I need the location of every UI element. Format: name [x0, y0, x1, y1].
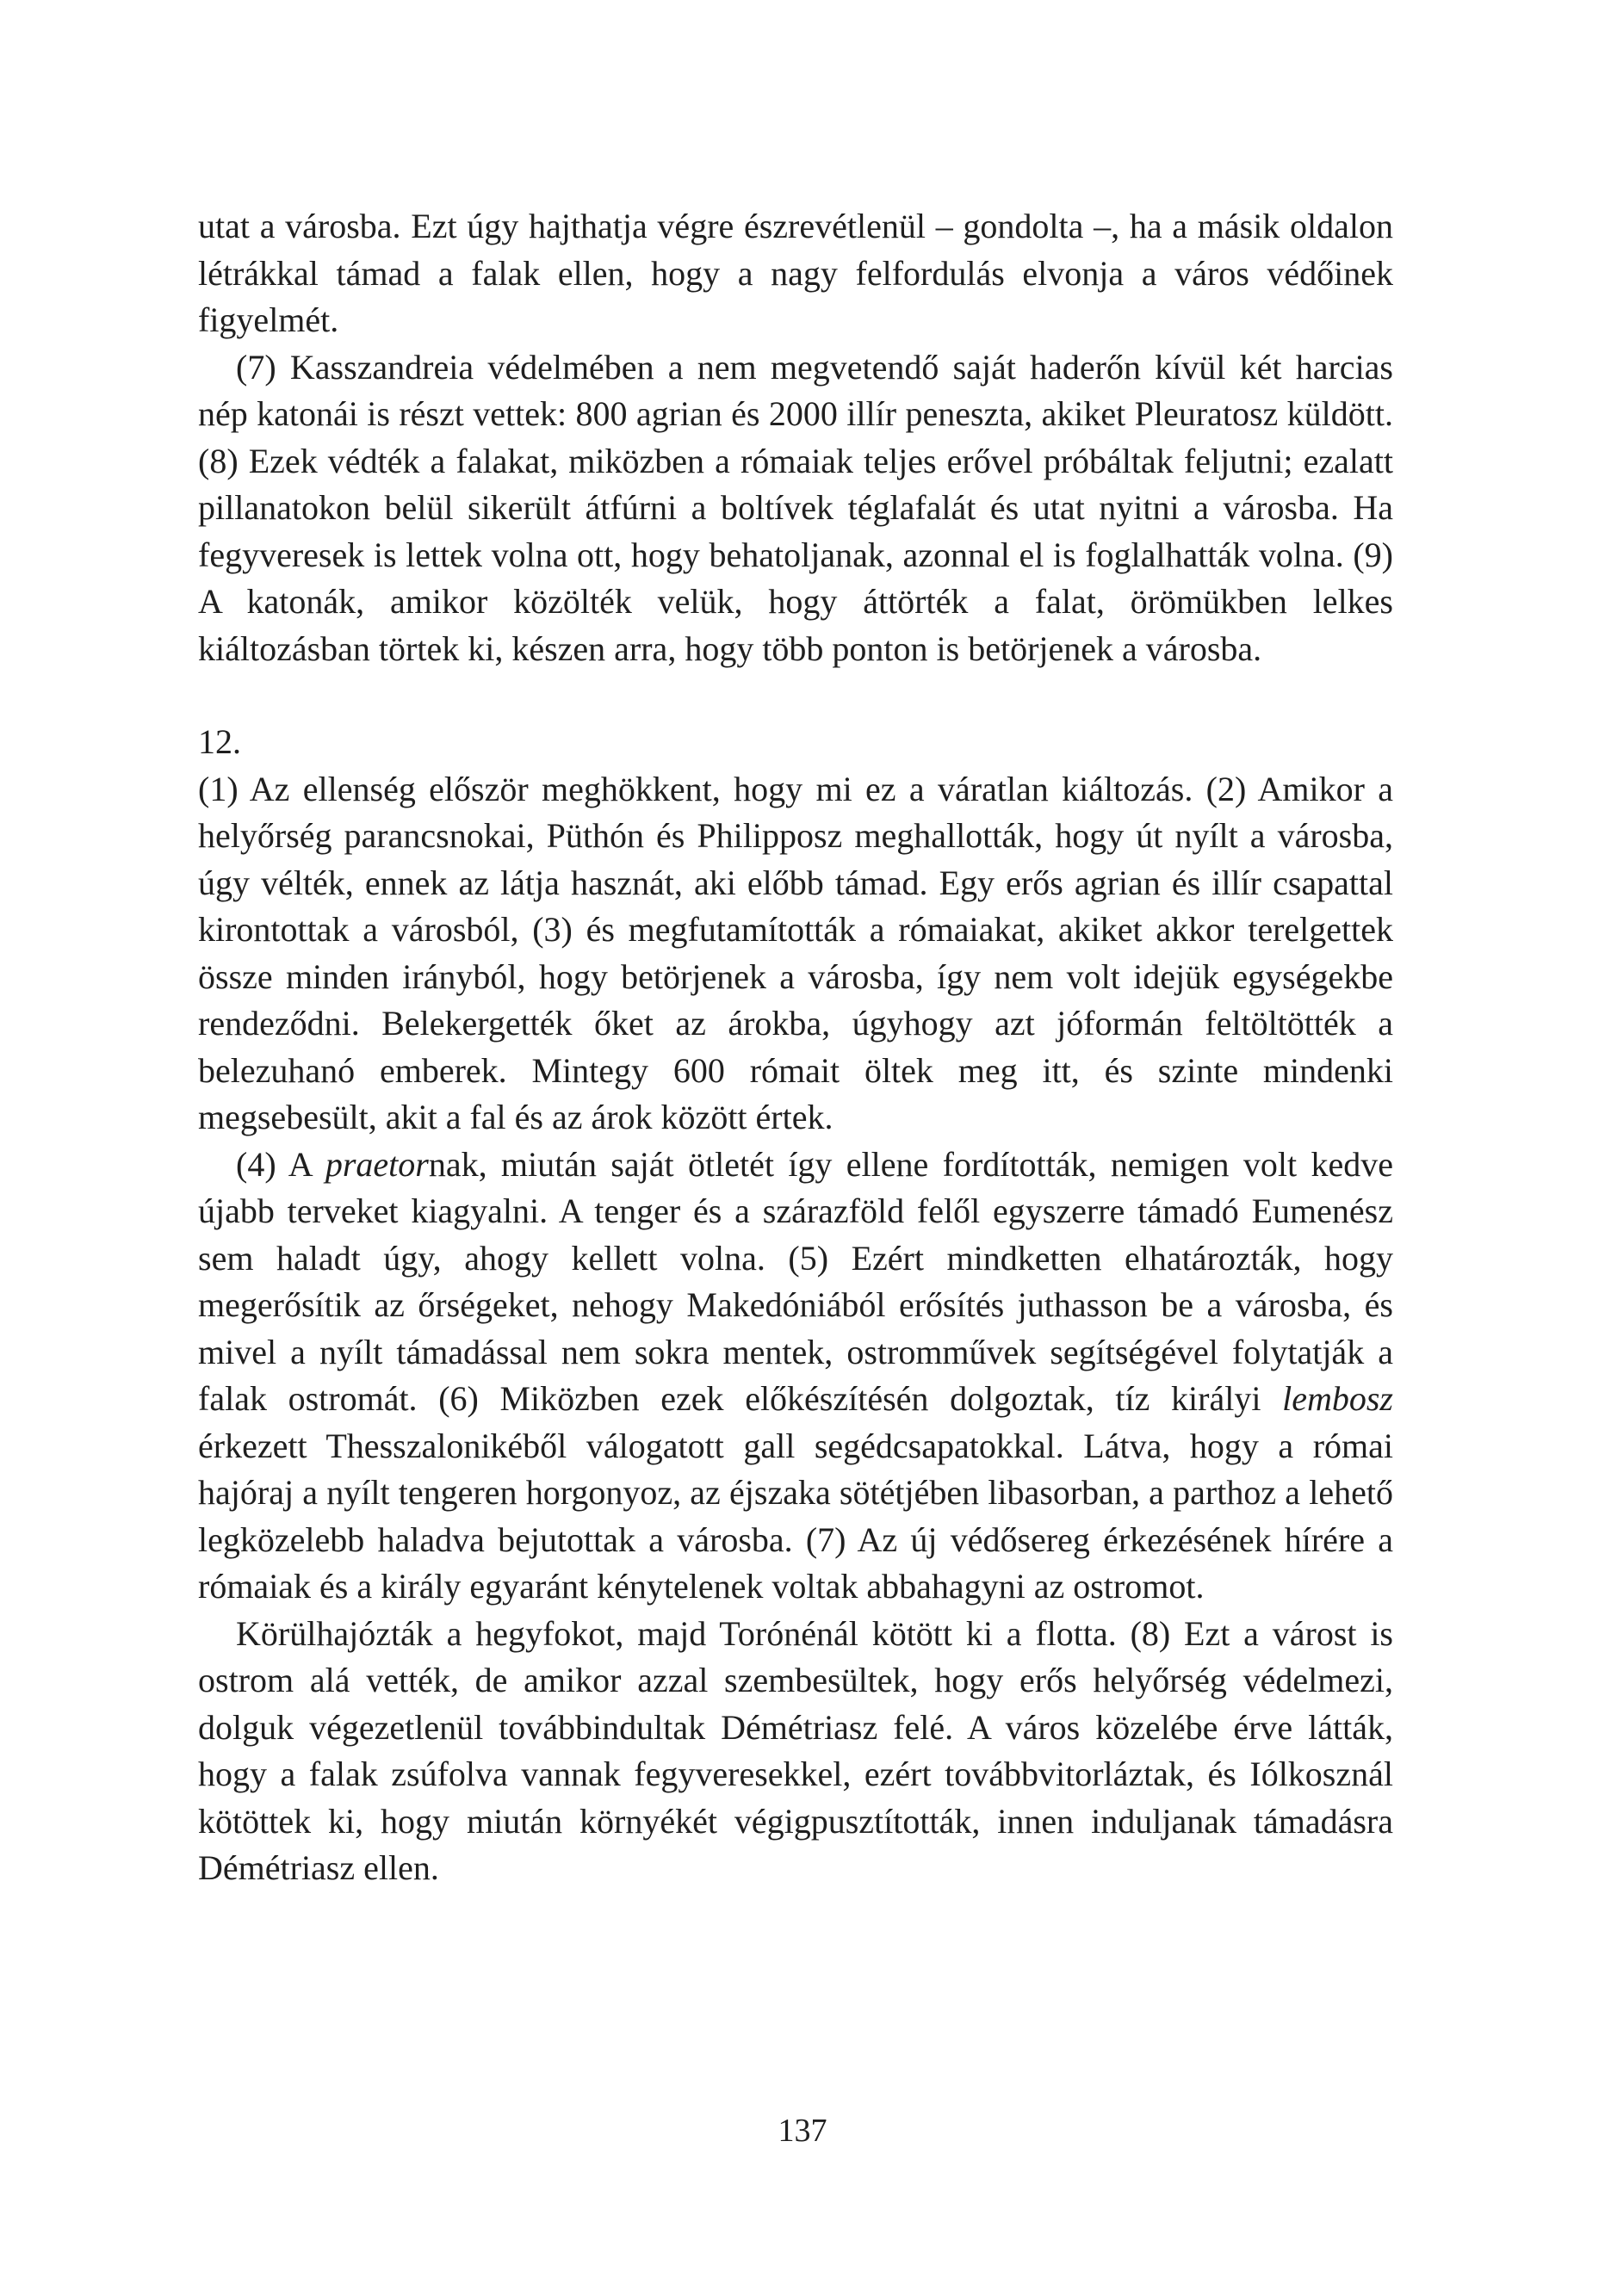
paragraph-4-7-text-b: nak, miután saját ötletét így ellene fordították, nemigen volt kedve újabb terveket kiagyalni. A tenger és a szárazföld felől egyszerre támadó Eumenész sem haladt úgy, ahogy kellett volna. (5) Ezért mindketten elhatározták, hogy megerősítik az őrségeket, nehogy Makedóniából erősítés juthasson be a városba, és mivel a nyílt támadással nem sokra mentek, ostromművek segítségével folytatják a falak ostromát. (6) Miközben ezek előkészítésén dolgoztak, tíz királyi	[198, 1144, 1393, 1418]
italic-term-praetor: praetor	[325, 1144, 429, 1184]
paragraph-7-9: (7) Kasszandreia védelmében a nem megvetendő saját haderőn kívül két harcias nép katonái is részt vettek: 800 agrian és 2000 illír peneszta, akiket Pleuratosz küldött. (8) Ezek védték a falakat, miközben a rómaiak teljes erővel próbáltak feljutni; ezalatt pillanatokon belül sikerült átfúrni a boltívek téglafalát és utat nyitni a városba. Ha fegyveresek is lettek volna ott, hogy behatoljanak, azonnal el is foglalhatták volna. (9) A katonák, amikor közölték velük, hogy áttörték a falat, örömükben lelkes kiáltozásban törtek ki, készen arra, hogy több ponton is betörjenek a városba.	[198, 347, 1393, 668]
paragraph-4-7-text-c: érkezett Thesszalonikéből válogatott gall segédcsapatokkal. Látva, hogy a római hajóraj a nyílt tengeren horgonyoz, az éjszaka sötétjében libasorban, a parthoz a lehető legközelebb haladva bejutottak a városba. (7) Az új védősereg érkezésének hírére a rómaiak és a király egyaránt kénytelenek voltak abbahagyni az ostromot.	[198, 1426, 1393, 1606]
paragraph-4-7	[198, 1142, 1393, 1611]
body-text	[198, 203, 1393, 1892]
paragraph-1-3: (1) Az ellenség először meghökkent, hogy mi ez a váratlan kiáltozás. (2) Amikor a helyőrség parancsnokai, Püthón és Philipposz meghallották, hogy út nyílt a városba, úgy vélték, ennek az látja hasznát, aki előbb támad. Egy erős agrian és illír csapattal kirontottak a városból, (3) és megfutamították a rómaiakat, akiket akkor terelgettek össze minden irányból, hogy betörjenek a városba, így nem volt idejük egységekbe rendeződni. Belekergették őket az árokba, úgyhogy azt jóformán feltöltötték a belezuhanó emberek. Mintegy 600 rómait öltek meg itt, és szinte mindenki megsebesült, akit a fal és az árok között értek.	[198, 769, 1393, 1136]
paragraph-continuation: utat a városba. Ezt úgy hajthatja végre észrevétlenül – gondolta –, ha a másik oldalon létrákkal támad a falak ellen, hogy a nagy felfordulás elvonja a város védőinek figyelmét.	[198, 207, 1393, 339]
italic-term-lembosz: lembosz	[1282, 1379, 1393, 1418]
paragraph-4-7-text-a: (4) A	[236, 1144, 325, 1184]
section-spacer	[198, 672, 1393, 719]
section-number: 12.	[198, 722, 241, 761]
page-number: 137	[778, 2113, 827, 2149]
paragraph-8: Körülhajózták a hegyfokot, majd Torónénál kötött ki a flotta. (8) Ezt a várost is ostrom alá vették, de amikor azzal szembesültek, hogy erős helyőrség védelmezi, dolguk végezetlenül továbbindultak Démétriasz felé. A város közelébe érve látták, hogy a falak zsúfolva vannak fegyveresekkel, ezért továbbvitorláztak, és Iólkosznál kötöttek ki, hogy miután környékét végigpusztították, innen induljanak támadásra Démétriasz ellen.	[198, 1613, 1393, 1887]
